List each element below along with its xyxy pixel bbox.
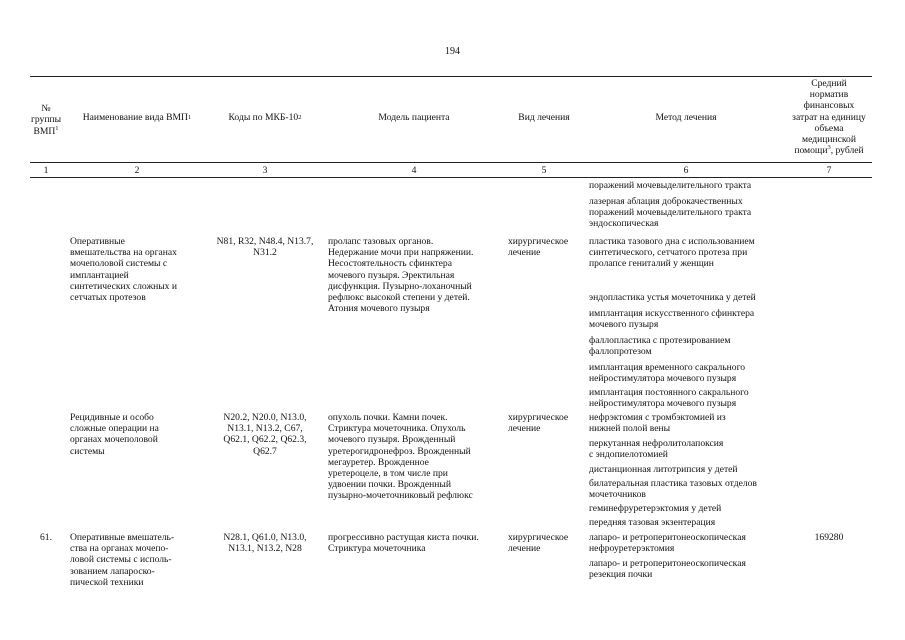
- group2-method-4: билатеральная пластика тазовых отделов мочеточников: [589, 478, 757, 501]
- group61-treatment-type: хирургическое лечение: [508, 532, 569, 555]
- method-continued-2: лазерная аблация доброкачественных поражений мочевыделительного тракта эндоскопическая: [589, 196, 752, 230]
- header-col4: Модель пациента: [378, 112, 450, 124]
- group1-treatment-type: хирургическое лечение: [508, 236, 569, 259]
- group1-codes: N81, R32, N48.4, N13.7, N31.2: [216, 236, 314, 259]
- column-number-4: 4: [411, 165, 417, 176]
- header-col3: Коды по МКБ-10 2: [228, 112, 302, 124]
- group1-patient-model: пролапс тазовых органов. Недержание мочи при напряжении. Несостоятельность сфинктера мочевого пузыря. Эректильная дисфункция. Пузырно-лоханочный рефлюкс высокой степени у детей. Атония мочевого пузыря: [328, 236, 474, 315]
- group61-cost: 169280: [814, 532, 844, 543]
- page-number: 194: [445, 46, 460, 57]
- group2-method-6: передняя тазовая экзентерация: [589, 517, 716, 528]
- header-col5: Вид лечения: [518, 112, 570, 124]
- header-col1: № группы ВМП$^1$: [30, 103, 62, 137]
- group1-method-2: эндопластика устья мочеточника у детей: [589, 292, 756, 303]
- group61-method-1: лапаро- и ретроперитонеоскопическая нефроуретерэктомия: [589, 532, 746, 555]
- group1-method-3: имплантация искусственного сфинктера мочевого пузыря: [589, 308, 755, 331]
- group61-patient-model: прогрессивно растущая киста почки. Стриктура мочеточника: [328, 532, 479, 555]
- column-number-2: 2: [134, 165, 140, 176]
- method-continued-1: поражений мочевыделительного тракта: [589, 180, 752, 191]
- group2-name: Рецидивные и особо сложные операции на органах мочеполовой системы: [70, 412, 159, 457]
- column-number-6: 6: [683, 165, 689, 176]
- group1-method-1: пластика тазового дна с использованием синтетического, сетчатого протеза при пролапсе гениталий у женщин: [589, 236, 755, 270]
- group1-method-5: имплантация временного сакрального нейростимулятора мочевого пузыря: [589, 362, 746, 385]
- column-number-1: 1: [43, 165, 49, 176]
- group1-method-4: фаллопластика с протезированием фаллопротезом: [589, 335, 731, 358]
- group1-name: Оперативные вмешательства на органах мочеполовой системы с имплантацией синтетических сложных и сетчатых протезов: [70, 236, 178, 304]
- group2-patient-model: опухоль почки. Камни почек. Стриктура мочеточника. Опухоль мочевого пузыря. Врожденный уретерогидронефроз. Врожденный мегауретер. Врожденное уретероцеле, в том числе при удвоении почки. Врожденный пузырно-мочеточниковый рефлюкс: [328, 412, 473, 502]
- group2-codes: N20.2, N20.0, N13.0, N13.1, N13.2, C67, Q62.1, Q62.2, Q62.3, Q62.7: [223, 412, 307, 457]
- table-top-rule: [30, 76, 872, 77]
- column-number-5: 5: [541, 165, 547, 176]
- header-col6: Метод лечения: [655, 112, 717, 124]
- header-col2: Наименование вида ВМП 1: [82, 112, 192, 124]
- group1-method-6: имплантация постоянного сакрального нейростимулятора мочевого пузыря: [589, 387, 749, 410]
- group2-method-1: нефрэктомия с тромбэктомией из нижней полой вены: [589, 412, 726, 435]
- group2-treatment-type: хирургическое лечение: [508, 412, 569, 435]
- group2-method-5: геминефруретерэктомия у детей: [589, 503, 722, 514]
- group61-method-2: лапаро- и ретроперитонеоскопическая резекция почки: [589, 558, 746, 581]
- column-number-3: 3: [262, 165, 268, 176]
- header-col7: Средний норматив финансовых затрат на единицу объема медицинской помощи$^3$, рублей: [792, 78, 866, 157]
- group61-codes: N28.1, Q61.0, N13.0, N13.1, N13.2, N28: [223, 532, 307, 555]
- column-numbers-rule: [30, 177, 872, 178]
- group2-method-3: дистанционная литотрипсия у детей: [589, 464, 738, 475]
- group61-number: 61.: [40, 532, 52, 543]
- column-number-7: 7: [826, 165, 832, 176]
- header-bottom-rule: [30, 162, 872, 163]
- group2-method-2: перкутанная нефролитолапоксия с эндопиелотомией: [589, 438, 724, 461]
- group61-name: Оперативные вмешатель- ства на органах мочепо- ловой системы с исполь- зованием лапароско- пической техники: [70, 532, 175, 588]
